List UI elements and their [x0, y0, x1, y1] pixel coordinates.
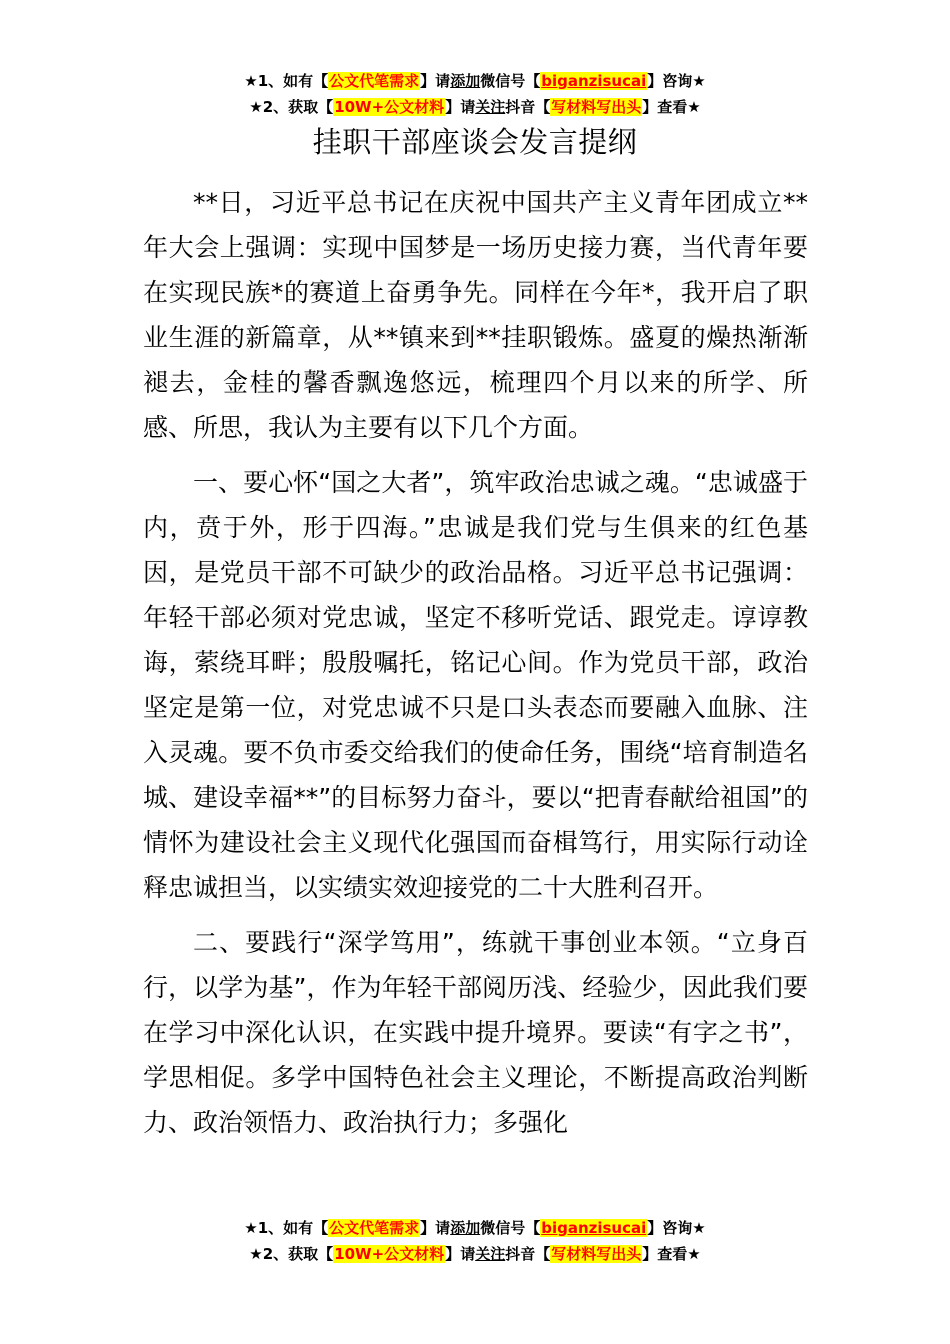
promo-highlight: 公文代笔需求	[329, 72, 420, 90]
promo-text: 微信号【	[480, 72, 541, 90]
wechat-id-link[interactable]: biganzisucai	[541, 72, 647, 90]
promo-text: 】咨询★	[647, 72, 706, 90]
promo-text: 抖音【	[505, 1245, 551, 1263]
promo-text: ★1、如有【	[244, 72, 329, 90]
promo-highlight: 10W+公文材料	[334, 98, 445, 116]
promo-text: 】查看★	[642, 98, 701, 116]
paragraph-intro: **日，习近平总书记在庆祝中国共产主义青年团成立**年大会上强调：实现中国梦是一场历史接力赛，当代青年要在实现民族*的赛道上奋勇争先。同样在今年*，我开启了职业生涯的新篇章，从**镇来到**挂职锻炼。盛夏的燥热渐渐褪去，金桂的馨香飘逸悠远，梳理四个月以来的所学、所感、所思，我认为主要有以下几个方面。	[143, 188, 808, 442]
promo-text: 】咨询★	[647, 1219, 706, 1237]
paragraph-section-2: 二、要践行“深学笃用”，练就干事创业本领。“立身百行，以学为基”，作为年轻干部阅历浅、经验少，因此我们要在学习中深化认识，在实践中提升境界。要读“有字之书”，学思相促。多学中国特色社会主义理论，不断提高政治判断力、政治领悟力、政治执行力；多强化	[143, 928, 808, 1137]
promo-line-1	[0, 1215, 950, 1241]
promo-banner-bottom	[0, 1215, 950, 1267]
promo-highlight: 公文代笔需求	[329, 1219, 420, 1237]
promo-highlight: 10W+公文材料	[334, 1245, 445, 1263]
promo-text: 】请	[420, 72, 451, 90]
promo-text: ★2、获取【	[249, 1245, 334, 1263]
promo-text: 】请	[445, 1245, 476, 1263]
promo-line-2	[0, 1241, 950, 1267]
promo-line-2	[0, 94, 950, 120]
paragraph-section-1: 一、要心怀“国之大者”，筑牢政治忠诚之魂。“忠诚盛于内，贲于外，形于四海。”忠诚是我们党与生俱来的红色基因，是党员干部不可缺少的政治品格。习近平总书记强调：年轻干部必须对党忠诚，坚定不移听党话、跟党走。谆谆教诲，萦绕耳畔；殷殷嘱托，铭记心间。作为党员干部，政治坚定是第一位，对党忠诚不只是口头表态而要融入血脉、注入灵魂。要不负市委交给我们的使命任务，围绕“培育制造名城、建设幸福**”的目标努力奋斗，要以“把青春献给祖国”的情怀为建设社会主义现代化强国而奋楫笃行，用实际行动诠释忠诚担当，以实绩实效迎接党的二十大胜利召开。	[143, 468, 808, 902]
promo-line-1	[0, 68, 950, 94]
promo-text: 】查看★	[642, 1245, 701, 1263]
promo-highlight: 写材料写出头	[551, 1245, 642, 1263]
promo-text: 微信号【	[480, 1219, 541, 1237]
wechat-id-link[interactable]: biganzisucai	[541, 1219, 647, 1237]
promo-banner-top	[0, 68, 950, 120]
promo-emphasis: 关注	[475, 98, 506, 116]
promo-emphasis: 添加	[450, 72, 481, 90]
promo-text: ★2、获取【	[249, 98, 334, 116]
promo-highlight: 写材料写出头	[551, 98, 642, 116]
promo-text: ★1、如有【	[244, 1219, 329, 1237]
document-body	[143, 180, 808, 1155]
promo-text: 】请	[445, 98, 476, 116]
promo-emphasis: 添加	[450, 1219, 481, 1237]
document-title: 挂职干部座谈会发言提纲	[312, 125, 638, 159]
promo-text: 】请	[420, 1219, 451, 1237]
promo-text: 抖音【	[505, 98, 551, 116]
promo-emphasis: 关注	[475, 1245, 506, 1263]
